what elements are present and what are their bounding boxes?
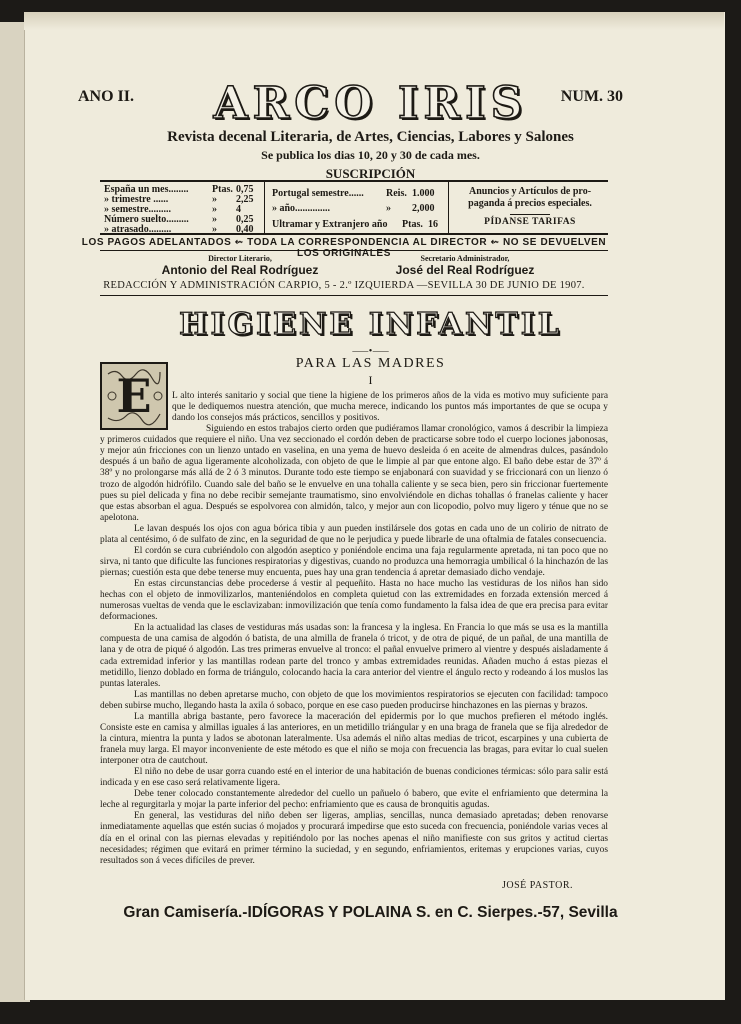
price-unit: Reis. [386, 188, 407, 199]
column-divider [264, 182, 265, 234]
director-name: Antonio del Real Rodríguez [161, 263, 319, 277]
article-signature: JOSÉ PASTOR. [501, 880, 573, 891]
ads-text: Anuncios y Artículos de pro- [468, 186, 592, 197]
price-label: » trimestre ...... [104, 194, 169, 205]
price-amount: 4 [236, 204, 241, 215]
price-amount: 1.000 [412, 188, 435, 199]
ads-rule [510, 214, 550, 215]
part-number: I [368, 373, 373, 387]
publication-schedule: Se publica los dias 10, 20 y 30 de cada mes. [261, 148, 480, 162]
issue-number: NUM. 30 [560, 88, 623, 105]
ads-text: paganda á precios especiales. [468, 198, 592, 209]
article-paragraph: Las mantillas no deben apretarse mucho, con objeto de que los movimientos respiratorios se ejecuten con facilidad: tampoco deben subirse mucho, llegando hasta la axila ó sobaco, porque en ese caso pueden producirse hinchazones en las piernas y brazos. [100, 689, 608, 711]
price-label: Portugal semestre...... [272, 188, 364, 199]
article-paragraph: El cordón se cura cubriéndolo con algodón aseptico y poniéndole encima una faja regularmente apretada, ni tan poco que no sirva, ni tanto que dificulte las funciones respiratorias y digestivas, cuando no produzca una hemorragia umbilical ó la hinchazón de las piernas; cuestión esta que debe tenerse muy encuenta, pues hay una gran tendencia á apretar demasiado dicho vendaje. [100, 545, 608, 578]
ads-box [452, 186, 608, 227]
price-unit: » [212, 194, 217, 205]
price-unit: Ptas. [212, 184, 233, 195]
price-unit: » [386, 203, 391, 214]
rule-header-bottom [100, 295, 608, 296]
column-divider [448, 182, 449, 234]
price-row [272, 188, 435, 199]
director-label: Director Literario, [208, 254, 272, 263]
price-row [272, 203, 435, 214]
price-label: España un mes........ [104, 184, 189, 195]
masthead-title: ARCO IRIS [213, 78, 528, 129]
secretary-block [345, 254, 585, 277]
price-amount: 2,25 [236, 194, 254, 205]
payment-notice: LOS PAGOS ADELANTADOS ⇜ TODA LA CORRESPONDENCIA AL DIRECTOR ⇜ NO SE DEVUELVEN LOS ORIGINALES [81, 237, 607, 259]
secretary-label: Secretario Administrador, [420, 254, 510, 263]
article-paragraph: El niño no debe de usar gorra cuando esté en el interior de una habitación de buenas condiciones térmicas: sólo para salir está indicada y en ese caso será relativamente ligera. [100, 767, 608, 789]
price-label: Ultramar y Extranjero año [272, 219, 388, 230]
price-amount: 0,40 [236, 224, 254, 235]
article-paragraph: La mantilla abriga bastante, pero favorece la maceración del epidermis por lo que muchos prefieren el método inglés. Consiste este en camisa y almillas iguales á las anteriores, en un metidillo triángular y en una braga de franela que se fija alrededor de la cintura, mientra la punta y lados se abotonan lateralmente. Usa además el niño altas medias de tricot, escarpines y una cubierta de franela muy larga. El mayor inconveniente de este método es que el niño se moja con frecuencia las bragas, para evitar lo cual suelen interponer otra de cautchout. [100, 711, 608, 767]
page-top-edge [24, 12, 724, 30]
masthead-subtitle: Revista decenal Literaria, de Artes, Ciencias, Labores y Salones [167, 129, 574, 145]
rule-notice-bottom [100, 250, 608, 251]
rule-notice-top [100, 233, 608, 235]
secretary-name: José del Real Rodríguez [395, 263, 535, 277]
price-label: » atrasado......... [104, 224, 172, 235]
rule-top [100, 180, 608, 182]
subscription-heading: SUSCRIPCIÓN [325, 166, 416, 181]
price-label: » semestre......... [104, 204, 172, 215]
article-paragraph: En la actualidad las clases de vestiduras más usadas son: la francesa y la inglesa. En Francia lo que más se usa es la mantilla compuesta de una camisa de algodón ó batista, de una almilla de franela ó tricot, y de otra de piqué, de un pañal, de una mantilla de lana y de otra de piqué ó algodón. Las tres primeras envuelve al tronco: el pañal envuelve primero al vientre y después aisladamente á cada extremidad inferior y las mantillas rodean parte del tronco y ambas extremidades reunidas. Añaden mucho á estas piezas el metidillo, lienzo doblado en forma de triángulo, colocando hacia la cara anterior del vientre el ángulo recto y rodeando á los muslos las puntas laterales. [100, 623, 608, 689]
article-body [100, 391, 608, 867]
price-row [272, 219, 438, 230]
article-paragraph: Le lavan después los ojos con agua bórica tibia y aun pueden instilársele dos gotas en cada uno de un colirio de nitrato de plata al centésimo, ó de sulfato de zinc, en la seguridad de que no le perjudica y puede librarle de una oftalmia de fatales consecuencia. [100, 523, 608, 545]
article-title: HIGIENE INFANTIL [179, 307, 562, 342]
article-paragraph: Siguiendo en estos trabajos cierto orden que pudiéramos llamar cronológico, vamos á describir la limpieza y primeros cuidados que requiere el niño. Una vez seccionado el cordón deben de practicarse sobre todo el cuerpo lociones jabonosas, y mejor aún fricciones con un lienzo untado en vaselina, en una yema de huevo desleida ó en aceite de almendras dulces, pasándolo después á un baño de agua ligeramente alcoholizada, con objeto de que le limpie al par que entone algo. El baño debe estar de 37º á 38º y no prolongarse más allá de 2 ó 3 minutos. Durante todo este tiempo se enjabonará con suavidad y se friccionará con un lienzo ó trozo de algodón hidrófilo. Cuando sale del baño se le envuelve en una tohalla caliente y se seca bien, pero sin friccionar fuertemente pues su piel delicada y fina no debe recibir semejante traumatismo, sino envolviéndole en dichas tohallas ó franelas caliente y hacer que estas absorban el agua. Después se espolvorea con almidón, talco, y mejor aun con licopodio, polvo muy ligero y ténue que no se apelotona. [100, 424, 608, 523]
advertisement: Gran Camisería.-IDÍGORAS Y POLAINA S. en C. Sierpes.-57, Sevilla [123, 904, 618, 921]
section-heading: PARA LAS MADRES [295, 356, 446, 371]
price-amount: 2,000 [412, 203, 435, 214]
price-unit: » [212, 204, 217, 215]
director-block [120, 254, 360, 277]
price-unit: » [212, 214, 217, 225]
price-amount: 0,25 [236, 214, 254, 225]
price-unit: » [212, 224, 217, 235]
price-label: » año.............. [272, 203, 331, 214]
title-ornament: ⸺•⸺ [351, 346, 390, 357]
article-paragraph: En estas circunstancias debe procederse á vestir al pequeñito. Hasta no hace mucho las vestiduras de los niños han sido hechas con el objeto de inmovilizarlos, manteniéndolos en completa quietud con las extremidades en forzada extensión merced á numerosas vueltas de venda que le esclavizaban: inmovilización que tenía como fundamento la falsa idea de que era precisa para evitar deformaciones. [100, 579, 608, 623]
article-paragraph: L alto interés sanitario y social que tiene la higiene de los primeros años de la vida es motivo muy suficiente para que le dediquemos nuestra atención, que mucha merece, indicando los puntos más importantes de que se ocupa y dando los consejos más prácticos, sencillos y positivos. [172, 391, 608, 424]
price-amount: 16 [428, 219, 438, 230]
svg-text:E: E [116, 369, 152, 423]
ads-tariffs: PÍDANSE TARIFAS [484, 217, 576, 227]
editorial-address: REDACCIÓN Y ADMINISTRACIÓN CARPIO, 5 - 2.º IZQUIERDA —SEVILLA 30 DE JUNIO DE 1907. [103, 280, 585, 291]
article-paragraph: En general, las vestiduras del niño deben ser ligeras, amplias, sencillas, nunca demasiado apretadas; deben renovarse inmediatamente aquellas que estén sucias ó mojados y procurará impedirse que esto suceda con frecuencia, poniéndole varias veces al día en el orinal con las piernas elevadas y repitiéndolo por las noches apenas el niño manifieste con sus gritos y actitud ciertas necesidades; régimen que evitará en primer término la suciedad, y en segundo, enfriamientos, eritemas y erupciones varias, cuyos resultados son á veces difíciles de prever. [100, 811, 608, 866]
price-label: Número suelto......... [104, 214, 189, 225]
price-amount: 0,75 [236, 184, 254, 195]
year-label: ANO II. [78, 88, 135, 105]
price-unit: Ptas. [402, 219, 423, 230]
article-paragraph: Debe tener colocado constantemente alrededor del cuello un pañuelo ó babero, que evite el enfriamiento que determina la leche al regurgitarla y mojar la parte inferior del pecho: enfriamiento que es causa de bronquitis agudas. [100, 789, 608, 811]
